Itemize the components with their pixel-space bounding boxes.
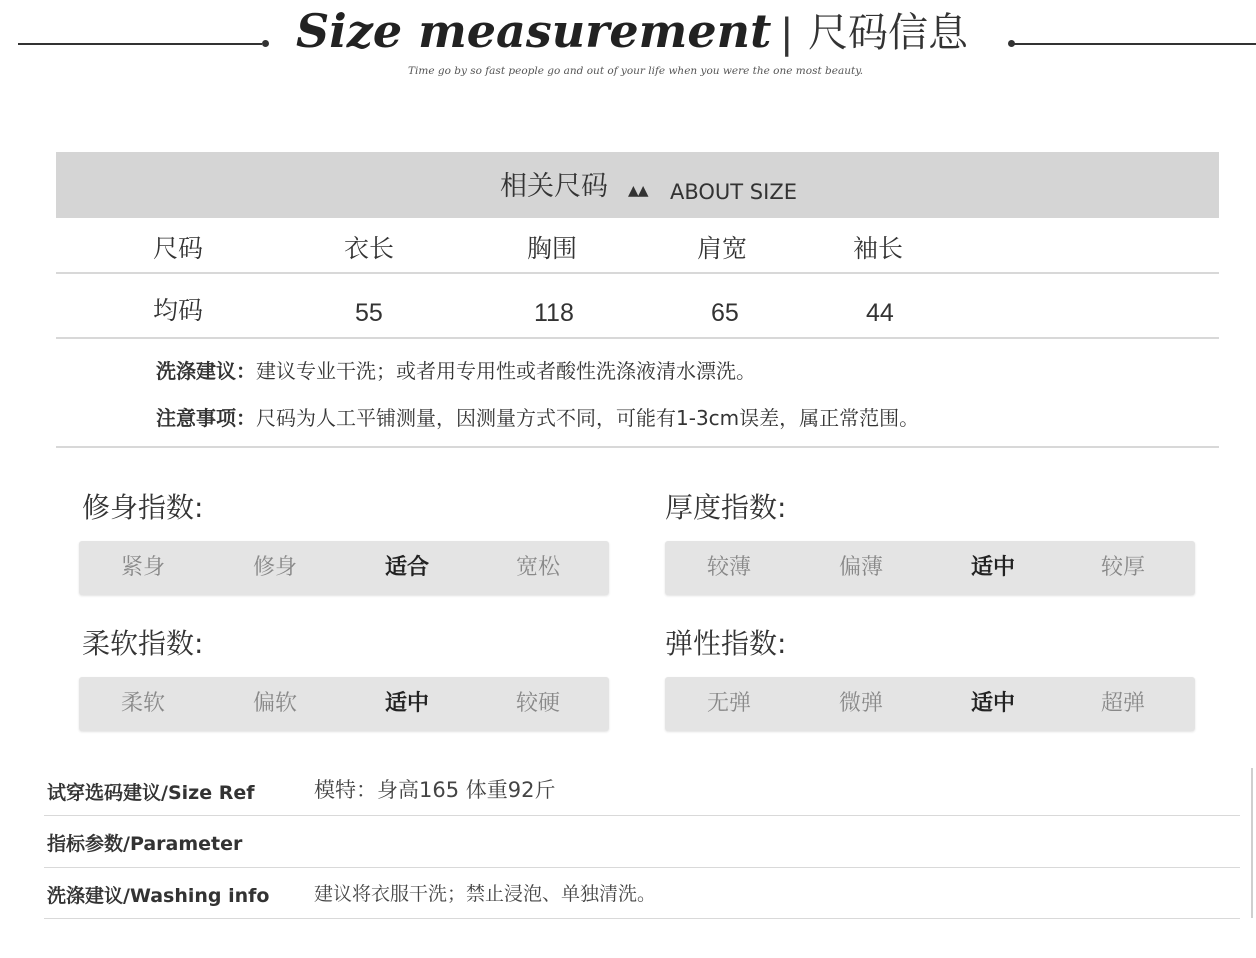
fit-index-bar <box>79 541 609 595</box>
about-size-title-en: ABOUT SIZE <box>670 180 797 204</box>
size-ref-value: 模特：身高165 体重92斤 <box>314 778 556 802</box>
title-chinese: 尺码信息 <box>808 10 968 56</box>
fit-option-selected: 适合 <box>385 555 430 580</box>
elasticity-option: 无弹 <box>707 691 752 716</box>
elasticity-index-bar <box>665 677 1195 731</box>
thickness-option: 偏薄 <box>839 555 884 580</box>
softness-index-bar <box>79 677 609 731</box>
fit-option: 宽松 <box>516 555 561 580</box>
triangle-icon: ▲▲ <box>628 183 648 199</box>
col-header-sleeve: 袖长 <box>853 234 904 263</box>
elasticity-option-selected: 适中 <box>971 691 1016 716</box>
washing-info-value: 建议将衣服干洗；禁止浸泡、单独清洗。 <box>314 883 657 905</box>
caution-note <box>156 404 919 432</box>
header-dot-left <box>262 40 269 47</box>
parameter-label: 指标参数/Parameter <box>47 833 243 855</box>
table-cell-chest: 118 <box>534 299 574 327</box>
elasticity-option: 超弹 <box>1101 691 1146 716</box>
softness-option: 柔软 <box>121 691 166 716</box>
fit-option: 修身 <box>253 555 298 580</box>
table-rule <box>56 446 1219 448</box>
about-size-title-cn: 相关尺码 <box>500 171 608 202</box>
thickness-option: 较厚 <box>1101 555 1146 580</box>
table-rule <box>56 272 1219 274</box>
washing-note-text: 建议专业干洗；或者用专用性或者酸性洗涤液清水漂洗。 <box>256 359 756 383</box>
table-cell-size: 均码 <box>153 296 204 325</box>
softness-option: 偏软 <box>253 691 298 716</box>
elasticity-option: 微弹 <box>839 691 884 716</box>
col-header-chest: 胸围 <box>527 234 578 263</box>
header-rule-left <box>18 43 262 45</box>
col-header-shoulder: 肩宽 <box>697 234 748 263</box>
table-cell-sleeve: 44 <box>866 299 894 327</box>
softness-index-title: 柔软指数: <box>82 627 204 660</box>
caution-note-label: 注意事项： <box>156 406 256 430</box>
fit-index-title: 修身指数: <box>82 491 204 524</box>
info-rule <box>44 815 1240 816</box>
table-cell-shoulder: 65 <box>711 299 739 327</box>
washing-note-label: 洗涤建议： <box>156 359 256 383</box>
softness-option: 较硬 <box>516 691 561 716</box>
washing-info-label: 洗涤建议/Washing info <box>47 885 270 907</box>
size-ref-label: 试穿选码建议/Size Ref <box>47 782 255 804</box>
caution-note-text: 尺码为人工平铺测量，因测量方式不同，可能有1-3cm误差，属正常范围。 <box>256 406 920 430</box>
elasticity-index-title: 弹性指数: <box>665 627 787 660</box>
title-separator: | <box>780 11 794 57</box>
thickness-index-bar <box>665 541 1195 595</box>
thickness-index-title: 厚度指数: <box>665 491 787 524</box>
info-rule <box>44 918 1240 919</box>
table-cell-length: 55 <box>355 299 383 327</box>
thickness-option-selected: 适中 <box>971 555 1016 580</box>
edge-divider <box>1251 768 1253 918</box>
col-header-size: 尺码 <box>153 234 204 263</box>
info-rule <box>44 867 1240 868</box>
washing-note <box>156 357 756 385</box>
header-tagline: Time go by so fast people go and out of your life when you were the one most beauty. <box>408 65 864 77</box>
col-header-length: 衣长 <box>344 234 395 263</box>
softness-option-selected: 适中 <box>385 691 430 716</box>
thickness-option: 较薄 <box>707 555 752 580</box>
table-rule <box>56 337 1219 339</box>
script-title: Size measurement <box>296 4 772 58</box>
header-rule-right <box>1012 43 1256 45</box>
fit-option: 紧身 <box>121 555 166 580</box>
